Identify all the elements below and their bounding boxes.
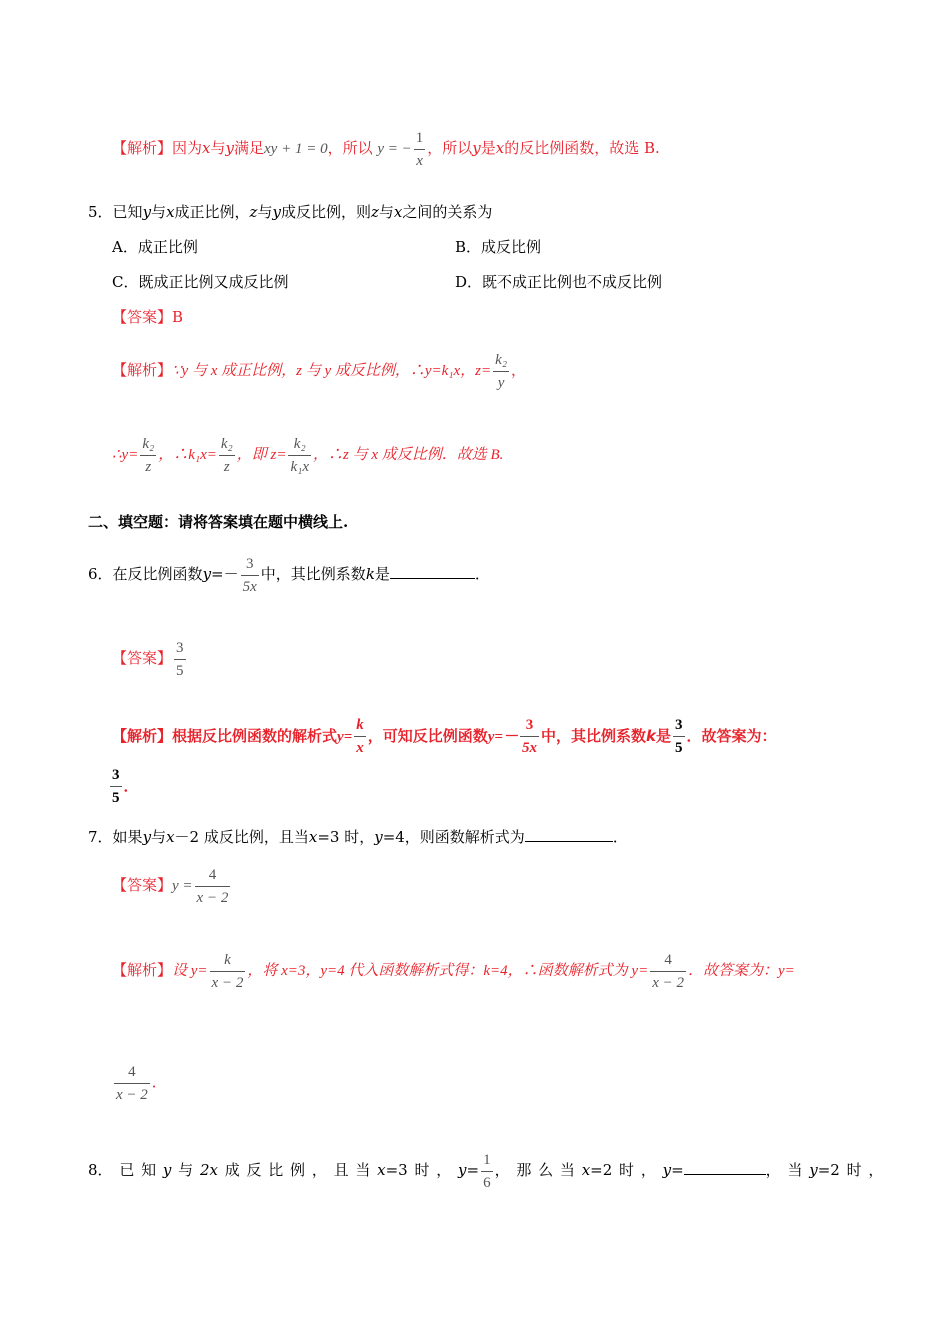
fraction: $\frac{1}{x}$ bbox=[414, 127, 426, 172]
equation: xy + 1 = 0 bbox=[264, 141, 328, 157]
fraction: $\frac{k}{x}$ bbox=[354, 714, 366, 759]
q6-analysis-line1: 【解析】根据反比例函数的解析式y= $\frac{k}{x}$ ，可知反比例函数y=－ $\frac{3}{5x}$ 中，其比例系数k是 $\frac{3}{5}$ ．故答案为： bbox=[112, 706, 777, 767]
answer-blank bbox=[525, 827, 613, 842]
section-title: 二、填空题：请将答案填在题中横线上. bbox=[88, 513, 349, 531]
answer-blank bbox=[684, 1160, 766, 1175]
fraction: $\frac{4}{x - 2}$ bbox=[650, 949, 686, 994]
fraction: $\frac{\text{k₂}}{z}$ bbox=[140, 433, 156, 478]
q5-option-a: A．成正比例 bbox=[112, 238, 198, 256]
fraction: $\frac{3}{5x}$ bbox=[241, 553, 259, 598]
q6-stem: 6．在反比例函数y=－ $\frac{3}{5x}$ 中，其比例系数k是 ． bbox=[88, 544, 490, 604]
fraction: $\frac{\text{k₂}}{\text{k₁x}}$ bbox=[288, 433, 311, 478]
q4-analysis: 【解析】因为x与y满足xy + 1 = 0，所以 y = − $\frac{1}{x}$ ，所以y是x的反比例函数，故选 B. bbox=[112, 118, 660, 179]
q5-analysis-line2: ∴y= $\frac{\text{k₂}}{z}$ ，∴k₁x= $\frac{\text{k₂}}{z}$ ，即 z= $\frac{\text{k₂}}{\text{k₁x}}$ ，∴z 与 x 成反比例．故选 B. bbox=[112, 424, 503, 485]
fraction: $\frac{\text{k₂}}{y}$ bbox=[493, 349, 509, 394]
analysis-label: 【解析】 bbox=[112, 139, 173, 157]
q5-option-b: B．成反比例 bbox=[455, 238, 542, 256]
q7-analysis-line1: 【解析】设 y= $\frac{k}{x - 2}$ ，将 x=3，y=4 代入函数解析式得：k=4，∴函数解析式为 y= $\frac{4}{x - 2}$ ．故答案为：y= bbox=[112, 940, 795, 1001]
fraction: $\frac{3}{5}$ bbox=[673, 714, 685, 759]
q5-answer: 【答案】B bbox=[112, 308, 184, 326]
answer-blank bbox=[390, 564, 475, 579]
fraction: $\frac{3}{5}$ bbox=[110, 764, 122, 809]
fraction: $\frac{4}{x - 2}$ bbox=[114, 1061, 150, 1106]
fraction: $\frac{4}{x - 2}$ bbox=[195, 864, 231, 909]
fraction: $\frac{k}{x - 2}$ bbox=[210, 949, 246, 994]
question-number: 5． bbox=[88, 203, 113, 221]
q8-stem: 8． 已 知 y 与 2x 成 反 比 例 ， 且 当 x=3 时 ， y= $\frac{1}{6}$ ， 那 么 当 x=2 时 ， y= ， 当 y=2 时 ， bbox=[88, 1138, 883, 1202]
q5-option-d: D．既不成正比例也不成反比例 bbox=[455, 273, 663, 291]
fraction: $\frac{1}{6}$ bbox=[481, 1149, 493, 1194]
q7-stem: 7．如果y与x－2 成反比例，且当x=3 时，y=4，则函数解析式为 ． bbox=[88, 828, 628, 846]
q6-answer: 【答案】 $\frac{3}{5}$ bbox=[112, 628, 188, 688]
question-number: 6． bbox=[88, 565, 113, 583]
fraction: $\frac{\text{k₂}}{z}$ bbox=[219, 433, 235, 478]
q5-analysis-line1: 【解析】∵y 与 x 成正比例，z 与 y 成反比例，∴y=k₁x，z= $\frac{\text{k₂}}{y}$ ， bbox=[112, 340, 526, 401]
q5-stem: 5．已知y与x成正比例，z与y成反比例，则z与x之间的关系为 bbox=[88, 203, 493, 221]
question-number: 8． bbox=[88, 1161, 113, 1179]
equation-lhs: y = − bbox=[377, 141, 412, 157]
fraction: $\frac{3}{5x}$ bbox=[520, 714, 539, 759]
q7-analysis-line2: $\frac{4}{x - 2}$ ． bbox=[112, 1052, 167, 1112]
fraction: $\frac{3}{5}$ bbox=[174, 637, 186, 682]
q5-option-c: C．既成正比例又成反比例 bbox=[112, 273, 289, 291]
q7-answer: 【答案】y = $\frac{4}{x - 2}$ bbox=[112, 855, 232, 916]
question-number: 7． bbox=[88, 828, 113, 846]
q6-analysis-line2: $\frac{3}{5}$ ． bbox=[108, 760, 139, 812]
